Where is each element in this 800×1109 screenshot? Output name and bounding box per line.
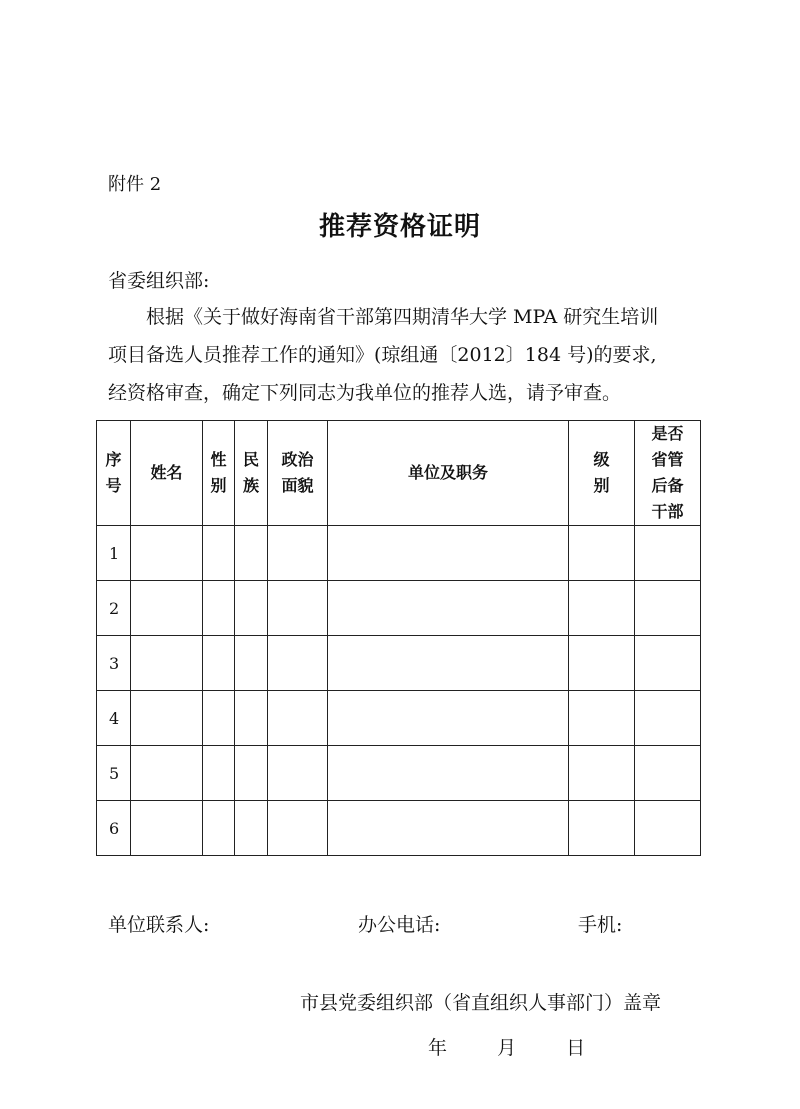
name-cell[interactable] <box>131 801 203 856</box>
name-cell[interactable] <box>131 746 203 801</box>
unit-cell[interactable] <box>328 636 569 691</box>
row-number: 2 <box>97 581 131 636</box>
row-number: 5 <box>97 746 131 801</box>
table-row <box>97 581 701 636</box>
row-number: 6 <box>97 801 131 856</box>
table-header-row <box>97 421 701 526</box>
table-row <box>97 746 701 801</box>
reserve-cell[interactable] <box>635 636 701 691</box>
name-cell[interactable] <box>131 581 203 636</box>
reserve-cell[interactable] <box>635 746 701 801</box>
gender-cell[interactable] <box>203 691 235 746</box>
level-cell[interactable] <box>569 746 635 801</box>
political-cell[interactable] <box>268 636 328 691</box>
unit-cell[interactable] <box>328 691 569 746</box>
reserve-cell[interactable] <box>635 526 701 581</box>
row-number: 3 <box>97 636 131 691</box>
body-line-3: 经资格审查，确定下列同志为我单位的推荐人选，请予审查。 <box>108 382 622 404</box>
gender-cell[interactable] <box>203 801 235 856</box>
addressee: 省委组织部: <box>108 270 210 292</box>
ethnicity-cell[interactable] <box>235 581 268 636</box>
unit-cell[interactable] <box>328 746 569 801</box>
date-line <box>428 1033 629 1060</box>
table-row <box>97 691 701 746</box>
body-paragraph <box>108 298 708 412</box>
row-number: 1 <box>97 526 131 581</box>
date-day: 日 <box>566 1037 586 1059</box>
political-cell[interactable] <box>268 526 328 581</box>
name-cell[interactable] <box>131 526 203 581</box>
office-phone-label: 办公电话: <box>358 914 441 936</box>
level-cell[interactable] <box>569 636 635 691</box>
header-unit: 单位及职务 <box>328 421 569 526</box>
date-year: 年 <box>428 1037 448 1059</box>
ethnicity-cell[interactable] <box>235 801 268 856</box>
political-cell[interactable] <box>268 581 328 636</box>
table-row <box>97 636 701 691</box>
unit-cell[interactable] <box>328 526 569 581</box>
body-line-1: 根据《关于做好海南省干部第四期清华大学 MPA 研究生培训 <box>146 306 659 328</box>
header-reserve: 是否省管后备干部 <box>635 421 701 526</box>
seal-text: 市县党委组织部（省直组织人事部门）盖章 <box>300 992 662 1014</box>
mobile-label: 手机: <box>578 914 623 936</box>
reserve-cell[interactable] <box>635 581 701 636</box>
name-cell[interactable] <box>131 636 203 691</box>
header-name: 姓名 <box>131 421 203 526</box>
unit-cell[interactable] <box>328 801 569 856</box>
date-month: 月 <box>497 1037 517 1059</box>
row-number: 4 <box>97 691 131 746</box>
header-seq: 序号 <box>97 421 131 526</box>
gender-cell[interactable] <box>203 581 235 636</box>
reserve-cell[interactable] <box>635 801 701 856</box>
ethnicity-cell[interactable] <box>235 636 268 691</box>
gender-cell[interactable] <box>203 526 235 581</box>
recommendation-table <box>96 420 701 856</box>
ethnicity-cell[interactable] <box>235 526 268 581</box>
level-cell[interactable] <box>569 526 635 581</box>
political-cell[interactable] <box>268 746 328 801</box>
gender-cell[interactable] <box>203 636 235 691</box>
reserve-cell[interactable] <box>635 691 701 746</box>
contact-person-label: 单位联系人: <box>108 914 210 936</box>
level-cell[interactable] <box>569 691 635 746</box>
name-cell[interactable] <box>131 691 203 746</box>
unit-cell[interactable] <box>328 581 569 636</box>
table-row <box>97 801 701 856</box>
body-line-2: 项目备选人员推荐工作的通知》(琼组通〔2012〕184 号)的要求, <box>108 344 657 366</box>
political-cell[interactable] <box>268 801 328 856</box>
table-row <box>97 526 701 581</box>
level-cell[interactable] <box>569 801 635 856</box>
attachment-label: 附件 2 <box>108 174 162 195</box>
header-level: 级别 <box>569 421 635 526</box>
ethnicity-cell[interactable] <box>235 691 268 746</box>
header-ethnicity: 民族 <box>235 421 268 526</box>
political-cell[interactable] <box>268 691 328 746</box>
ethnicity-cell[interactable] <box>235 746 268 801</box>
gender-cell[interactable] <box>203 746 235 801</box>
header-political: 政治面貌 <box>268 421 328 526</box>
page-title: 推荐资格证明 <box>318 212 481 242</box>
level-cell[interactable] <box>569 581 635 636</box>
header-gender: 性别 <box>203 421 235 526</box>
